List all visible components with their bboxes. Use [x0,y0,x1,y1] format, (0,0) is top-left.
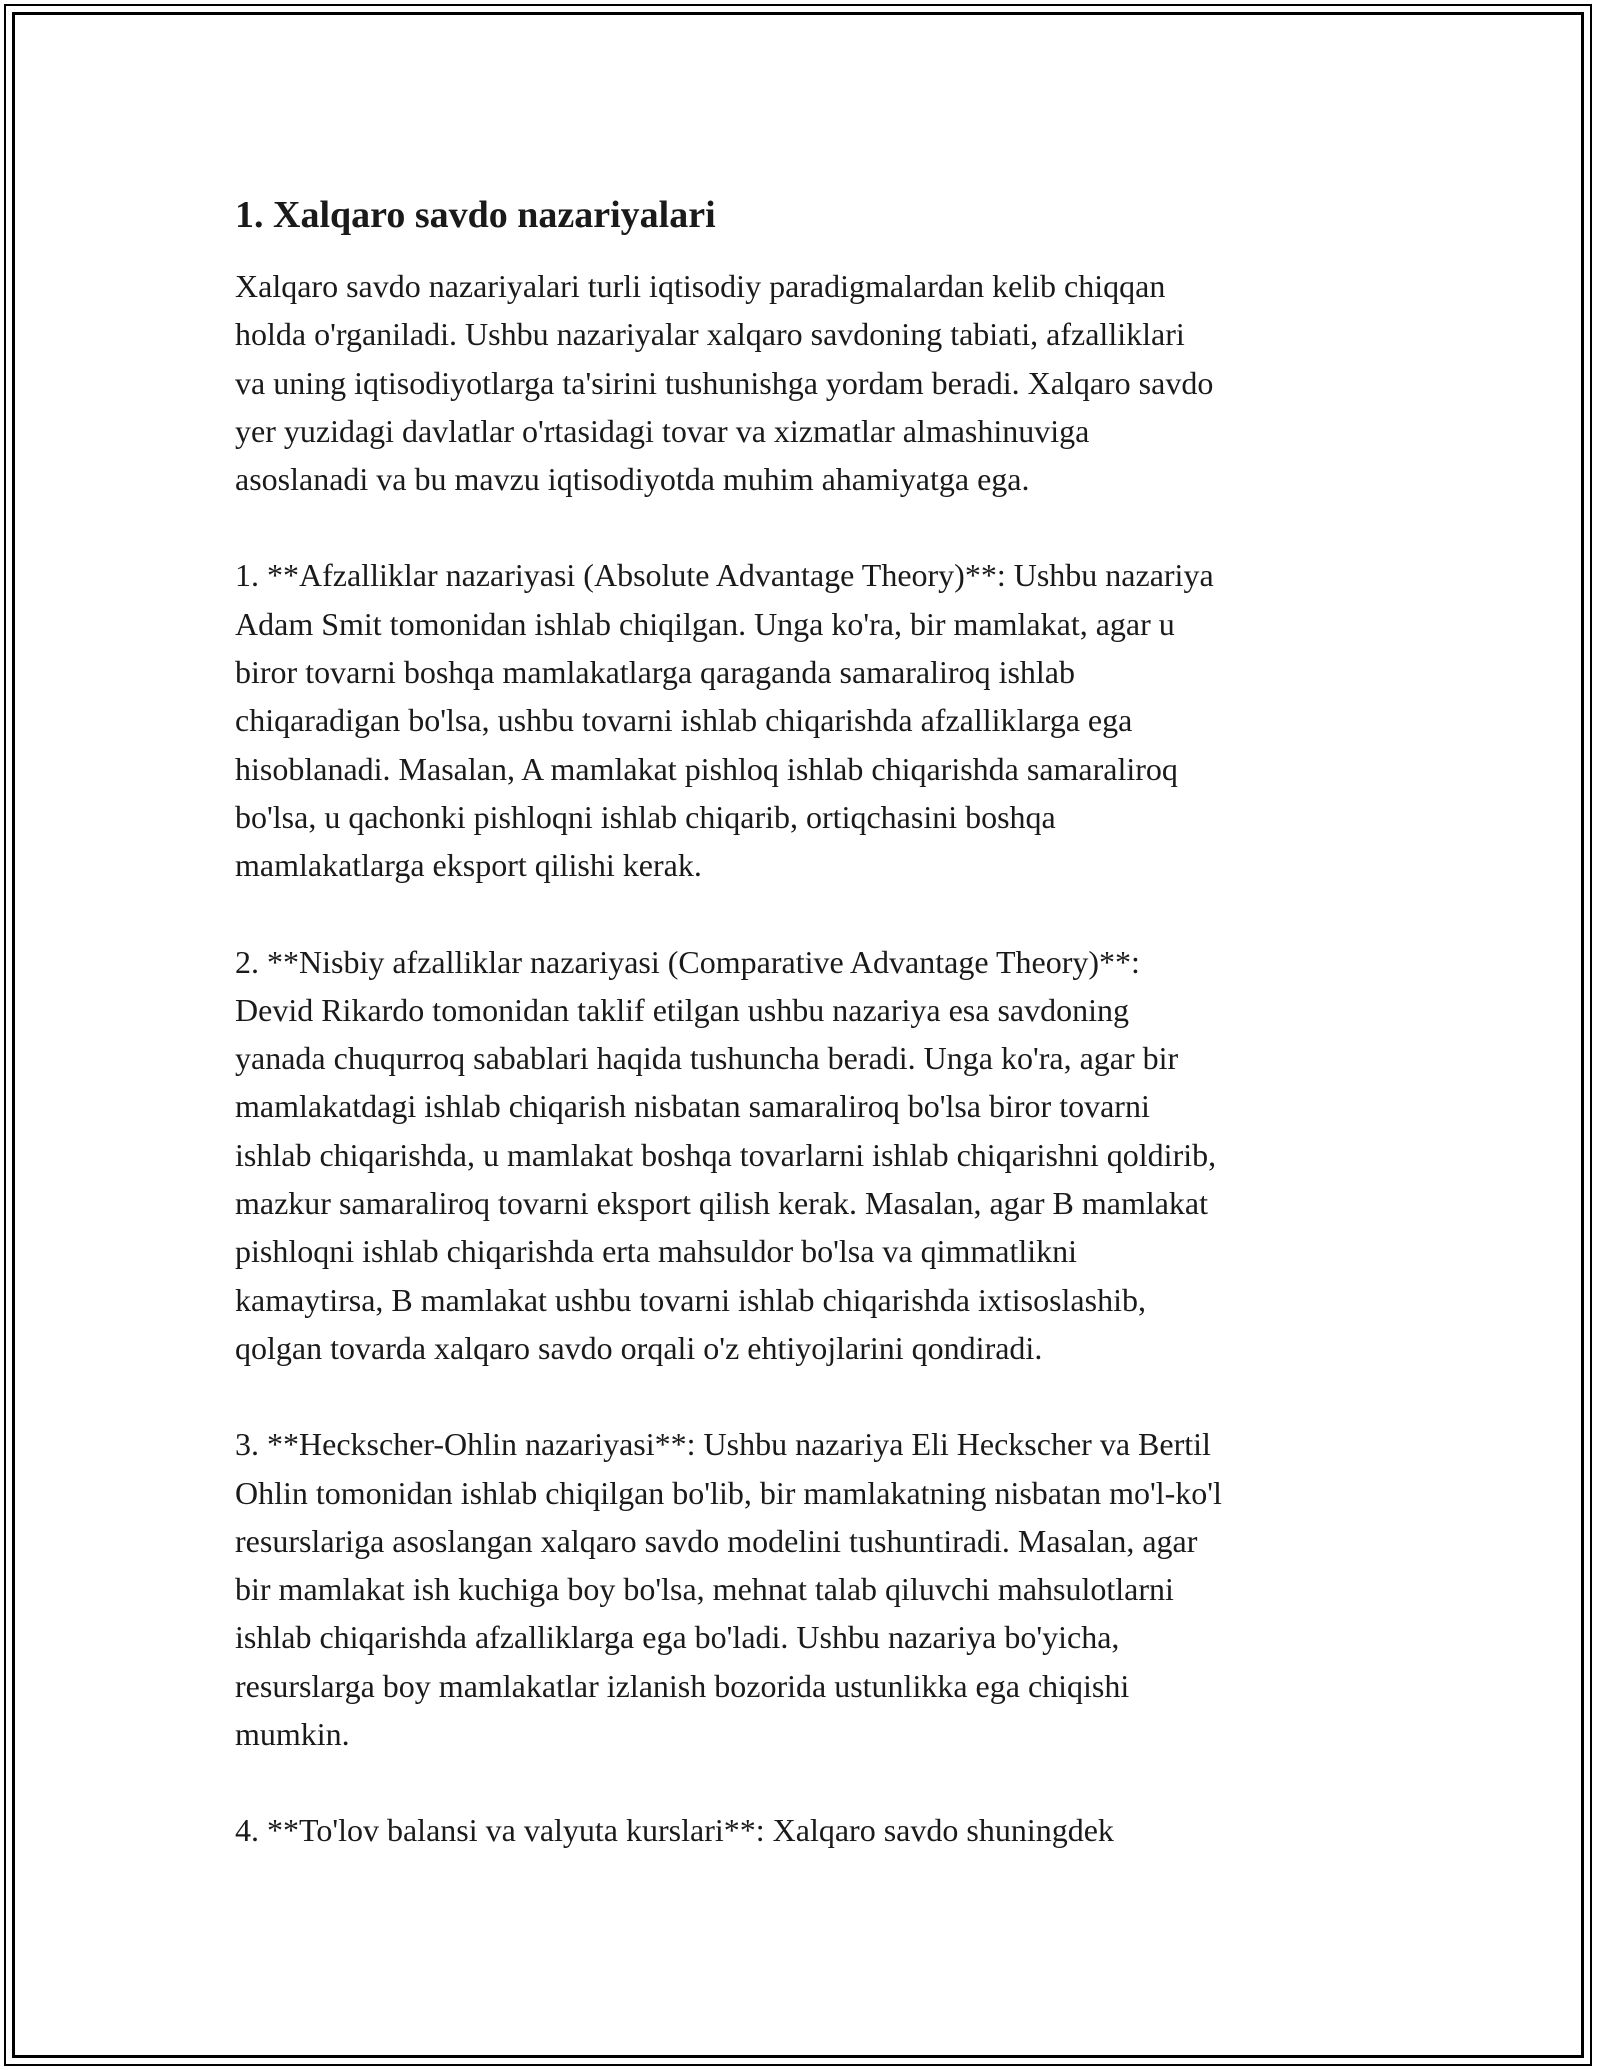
text-line: 3. **Heckscher-Ohlin nazariyasi**: Ushbu nazariya Eli Heckscher va Bertil [235,1426,1211,1463]
text-line: bir mamlakat ish kuchiga boy bo'lsa, mehnat talab qiluvchi mahsulotlarni [235,1571,1174,1608]
text-line: qolgan tovarda xalqaro savdo orqali o'z ehtiyojlarini qondiradi. [235,1329,1043,1366]
text-line: Adam Smit tomonidan ishlab chiqilgan. Unga ko'ra, bir mamlakat, agar u [235,605,1175,642]
text-line: holda o'rganiladi. Ushbu nazariyalar xalqaro savdoning tabiati, afzalliklari [235,316,1185,353]
text-line: va uning iqtisodiyotlarga ta'sirini tushunishga yordam beradi. Xalqaro savdo [235,364,1214,401]
text-line: chiqaradigan bo'lsa, ushbu tovarni ishlab chiqarishda afzalliklarga ega [235,702,1133,739]
text-line: resurslarga boy mamlakatlar izlanish bozorida ustunlikka ega chiqishi [235,1667,1130,1704]
text-line: mamlakatlarga eksport qilishi kerak. [235,847,702,884]
text-line: yanada chuqurroq sabablari haqida tushuncha beradi. Unga ko'ra, agar bir [235,1040,1179,1077]
text-line: resurslariga asoslangan xalqaro savdo modelini tushuntiradi. Masalan, agar [235,1522,1198,1559]
text-line: 2. **Nisbiy afzalliklar nazariyasi (Comparative Advantage Theory)**: [235,943,1140,980]
text-line: asoslanadi va bu mavzu iqtisodiyotda muhim ahamiyatga ega. [235,461,1030,498]
document-body [235,190,1380,1903]
text-line: 1. **Afzalliklar nazariyasi (Absolute Advantage Theory)**: Ushbu nazariya [235,557,1214,594]
text-line: Xalqaro savdo nazariyalari turli iqtisodiy paradigmalardan kelib chiqqan [235,268,1166,304]
text-line: mamlakatdagi ishlab chiqarish nisbatan samaraliroq bo'lsa biror tovarni [235,1088,1150,1125]
text-line: kamaytirsa, B mamlakat ushbu tovarni ishlab chiqarishda ixtisoslashib, [235,1281,1146,1318]
text-line: ishlab chiqarishda, u mamlakat boshqa tovarlarni ishlab chiqarishni qoldirib, [235,1136,1217,1173]
comparative-advantage-paragraph [235,938,1380,1373]
absolute-advantage-paragraph [235,551,1380,889]
text-line: yer yuzidagi davlatlar o'rtasidagi tovar va xizmatlar almashinuviga [235,412,1090,449]
text-line: Devid Rikardo tomonidan taklif etilgan ushbu nazariya esa savdoning [235,991,1129,1028]
balance-of-payments-paragraph [235,1806,1380,1854]
text-line: 4. **To'lov balansi va valyuta kurslari**: Xalqaro savdo shuningdek [235,1812,1114,1849]
text-line: ishlab chiqarishda afzalliklarga ega bo'ladi. Ushbu nazariya bo'yicha, [235,1619,1120,1656]
heckscher-ohlin-paragraph [235,1420,1380,1758]
text-line: mazkur samaraliroq tovarni eksport qilish kerak. Masalan, agar B mamlakat [235,1185,1209,1222]
text-line: pishloqni ishlab chiqarishda erta mahsuldor bo'lsa va qimmatlikni [235,1233,1078,1270]
text-line: hisoblanadi. Masalan, A mamlakat pishloq ishlab chiqarishda samaraliroq [235,750,1178,787]
section-heading: 1. Xalqaro savdo nazariyalari [235,194,716,236]
intro-paragraph [235,262,1380,503]
text-line: biror tovarni boshqa mamlakatlarga qaraganda samaraliroq ishlab [235,654,1075,691]
text-line: Ohlin tomonidan ishlab chiqilgan bo'lib, bir mamlakatning nisbatan mo'l-ko'l [235,1474,1222,1511]
text-line: mumkin. [235,1716,350,1753]
text-line: bo'lsa, u qachonki pishloqni ishlab chiqarib, ortiqchasini boshqa [235,798,1056,835]
